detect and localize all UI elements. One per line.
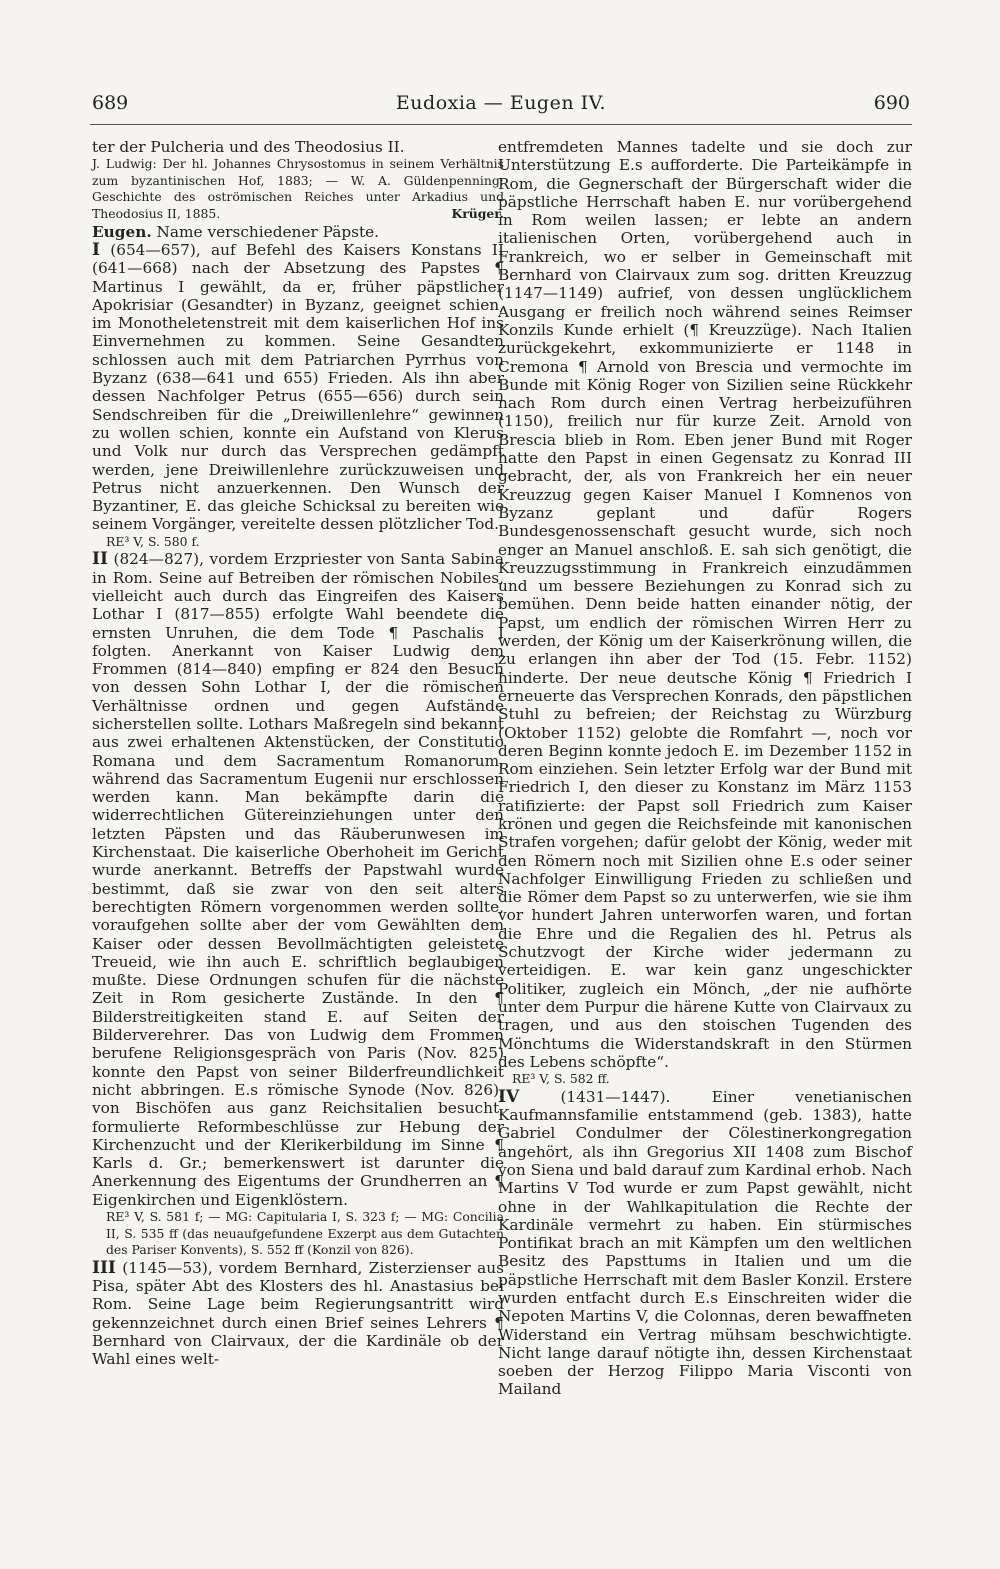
running-header bbox=[92, 92, 910, 122]
left-column bbox=[92, 138, 504, 1369]
lemma-definition: Name verschiedener Päpste. bbox=[156, 222, 380, 241]
running-title: Eudoxia — Eugen IV. bbox=[395, 92, 607, 114]
reference: RE³ V, S. 580 f. bbox=[106, 533, 200, 549]
entry-number: IV bbox=[498, 1086, 520, 1107]
entry-eugen-i bbox=[92, 241, 504, 534]
entry-number: III bbox=[92, 1257, 116, 1278]
author-signature: Krüger. bbox=[451, 206, 504, 222]
literature-note bbox=[92, 156, 504, 222]
paragraph: ter der Pulcheria und des Theodosius II. bbox=[92, 138, 405, 156]
literature-text: J. Ludwig: Der hl. Johannes Chrysostomus in seinem Verhältnis zum byzantinischen Hof, 1883; — W. A. Güldenpenning: Geschichte des oströmischen Reiches unter Arkadius und Theodosius II, 1885. bbox=[92, 156, 504, 222]
entry-eugen-iii-continued: entfremdeten Mannes tadelte und sie doch zur Unterstützung E.s aufforderte. Die Parteikämpfe in Rom, die Gegnerschaft der Bürgerschaft wider die päpstliche Herrschaft haben E. nur vorübergehend in Rom weilen lassen; er lebte an andern italienischen Orten, vorübergehend auch in Frankreich, wo er selber in Gemeinschaft mit Bernhard von Clairvaux zum sog. dritten Kreuzzug (1147—1149) aufrief, von dessen unglücklichem Ausgang er freilich noch während seines Reimser Konzils Kunde erhielt (¶ Kreuzzüge). Nach Italien zurückgekehrt, exkommunizierte er 1148 in Cremona ¶ Arnold von Brescia und vermochte im Bunde mit König Roger von Sizilien seine Rückkehr nach Rom durch einen Vertrag herbeizuführen (1150), freilich nur für kurze Zeit. Arnold von Brescia blieb in Rom. Eben jener Bund mit Roger hatte den Papst in einen Gegensatz zu Konrad III gebracht, der, als von Frankreich her ein neuer Kreuzzug gegen Kaiser Manuel I Komnenos von Byzanz geplant und dafür Rogers Bundesgenossenschaft gesucht wurde, sich noch enger an Manuel anschloß. E. sah sich genötigt, die Kreuzzugsstimmung in Frankreich einzudämmen und um bessere Beziehungen zu Konrad sich zu bemühen. Denn beide hatten einander nötig, der Papst, um endlich der römischen Wirren Herr zu werden, der König um der Kaiserkrönung willen, die zu erlangen ihn aber der Tod (15. Febr. 1152) hinderte. Der neue deutsche König ¶ Friedrich I erneuerte das Versprechen Konrads, den päpstlichen Stuhl zu befreien; der Reichstag zu Würzburg (Oktober 1152) gelobte die Romfahrt —, noch vor deren Beginn konnte jedoch E. im Dezember 1152 in Rom einziehen. Sein letzter Erfolg war der Bund mit Friedrich I, den dieser zu Konstanz im März 1153 ratifizierte: der Papst soll Friedrich zum Kaiser krönen und gegen die Reichsfeinde mit kanonischen Strafen vorgehen; dafür gelobt der König, weder mit den Römern noch mit Sizilien ohne E.s oder seiner Nachfolger Einwilligung Frieden zu schließen und die Römer dem Papst so zu unterwerfen, wie sie ihm vor hundert Jahren unterworfen waren, und fortan die Ehre und die Regalien des hl. Petrus als Schutzvogt der Kirche wider jedermann zu verteidigen. E. war kein ganz ungeschickter Politiker, zugleich ein Mönch, „der nie aufhörte unter dem Purpur die härene Kutte von Clairvaux zu tragen, und aus den stoischen Tugenden des Mönchtums die Widerstandskraft in den Stürmen des Lebens schöpfte“. bbox=[498, 138, 912, 1071]
header-rule bbox=[90, 124, 912, 125]
lemma bbox=[92, 223, 504, 241]
entry-number: I bbox=[92, 239, 100, 260]
entry-eugen-ii bbox=[92, 550, 504, 1209]
entry-number: II bbox=[92, 549, 108, 570]
entry-text: (654—657), auf Befehl des Kaisers Konstans II (641—668) nach der Absetzung des Papstes ¶ Martinus I gewählt, da er, früher päpstlicher Apokrisiar (Gesandter) in Byzanz, geeignet schien, im Monotheletenstreit mit dem kaiserlichen Hof ins Einvernehmen zu kommen. Seine Gesandten schlossen auch mit dem Patriarchen Pyrrhus von Byzanz (638—641 und 655) Frieden. Als ihn aber dessen Nachfolger Petrus (655—656) durch sein Sendschreiben für die „Dreiwillenlehre“ gewinnen zu wollen schien, konnte ein Aufstand von Klerus und Volk nur durch das Versprechen gedämpft werden, jene Dreiwillenlehre zurückzuweisen und Petrus nicht anzuerkennen. Den Wunsch der Byzantiner, E. das gleiche Schicksal zu bereiten wie seinem Vorgänger, vereitelte dessen plötzlicher Tod. bbox=[92, 240, 504, 534]
page-number-right: 690 bbox=[873, 92, 910, 114]
reference: RE³ V, S. 582 ff. bbox=[512, 1071, 610, 1087]
entry-text: (1145—53), vordem Bernhard, Zisterzienser aus Pisa, später Abt des Klosters des hl. Anastasius bei Rom. Seine Lage beim Regierungsantritt wird gekennzeichnet durch einen Brief seines Lehrers ¶ Bernhard von Clairvaux, der die Kardinäle ob der Wahl eines welt- bbox=[92, 1258, 504, 1369]
entry-eugen-iv bbox=[498, 1088, 912, 1399]
page-number-left: 689 bbox=[92, 92, 129, 114]
lemma-headword: Eugen. bbox=[92, 222, 152, 241]
right-column bbox=[498, 138, 912, 1399]
entry-text: (1431—1447). Einer venetianischen Kaufmannsfamilie entstammend (geb. 1383), hatte Gabriel Condulmer der Cölestinerkongregation angehört, als ihn Gregorius XII 1408 zum Bischof von Siena und bald darauf zum Kardinal erhob. Nach Martins V Tod wurde er zum Papst gewählt, nicht ohne in der Wahlkapitulation die Rechte der Kardinäle vermehrt zu haben. Ein stürmisches Pontifikat brach an mit Kämpfen um den weltlichen Besitz des Papsttums in Italien und um die päpstliche Herrschaft mit dem Basler Konzil. Erstere wurden entfacht durch E.s Einschreiten wider die Nepoten Martins V, die Colonnas, deren bewaffneten Widerstand ein Vertrag mühsam beschwichtigte. Nicht lange darauf nötigte ihn, dessen Kirchenstaat soeben der Herzog Filippo Maria Visconti von Mailand bbox=[498, 1087, 912, 1399]
entry-eugen-iii bbox=[92, 1259, 504, 1369]
reference: RE³ V, S. 581 f; — MG: Capitularia I, S. 323 f; — MG: Concilia II, S. 535 ff (das neuaufgefundene Exzerpt aus dem Gutachten des Pariser Konvents), S. 552 ff (Konzil von 826). bbox=[106, 1209, 504, 1258]
entry-text: (824—827), vordem Erzpriester von Santa Sabina in Rom. Seine auf Betreiben der römischen Nobiles, vielleicht auch durch das Eingreifen des Kaisers Lothar I (817—855) erfolgte Wahl beendete die ernsten Unruhen, die dem Tode ¶ Paschalis I folgten. Anerkannt von Kaiser Ludwig dem Frommen (814—840) empfing er 824 den Besuch von dessen Sohn Lothar I, der die römischen Verhältnisse ordnen und gegen Aufstände sicherstellen sollte. Lothars Maßregeln sind bekannt aus zwei erhaltenen Aktenstücken, der Constitutio Romana und dem Sacramentum Romanorum, während das Sacramentum Eugenii nur erschlossen werden kann. Man bekämpfte darin die widerrechtlichen Gütereinziehungen unter den letzten Päpsten und das Räuberunwesen im Kirchenstaat. Die kaiserliche Oberhoheit im Gericht wurde anerkannt. Betreffs der Papstwahl wurde bestimmt, daß sie zwar von den seit alters berechtigten Römern vorgenommen werden sollte, voraufgehen sollte aber der vom Gewählten dem Kaiser oder dessen Bevollmächtigten geleistete Treueid, wie ihn auch E. schriftlich beglaubigen mußte. Diese Ordnungen schufen für die nächste Zeit in Rom gesicherte Zustände. In den ¶ Bilderstreitigkeiten stand E. auf Seiten der Bilderverehrer. Das von Ludwig dem Frommen berufene Religionsgespräch von Paris (Nov. 825) konnte den Papst von seiner Bilderfreundlichkeit nicht abbringen. E.s römische Synode (Nov. 826), von Bischöfen aus ganz Reichsitalien besucht, formulierte Reformbeschlüsse zur Hebung der Kirchenzucht und der Klerikerbildung im Sinne ¶ Karls d. Gr.; bemerkenswert ist darunter die Anerkennung des Eigentums der Grundherren an ¶ Eigenkirchen und Eigenklöstern. bbox=[92, 550, 504, 1209]
